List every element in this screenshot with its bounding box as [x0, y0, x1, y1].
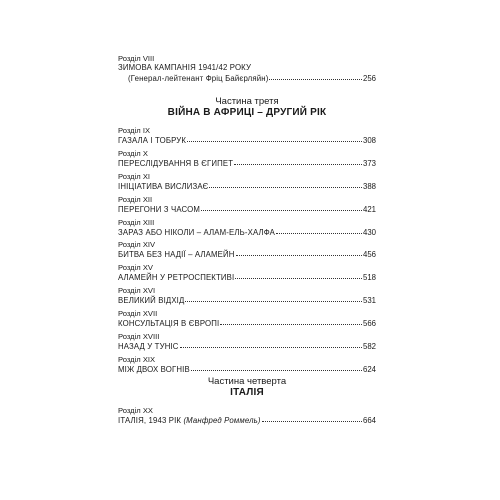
chapter-number: Розділ IX [118, 126, 151, 135]
chapter-title: ГАЗАЛА І ТОБРУК [118, 136, 187, 145]
entry-author-line [118, 73, 376, 84]
dot-leader [236, 248, 362, 256]
toc-entry [118, 240, 376, 260]
page-number: 256 [362, 74, 376, 83]
page-number: 582 [362, 342, 376, 351]
toc-entry-chapter-8 [118, 54, 376, 84]
entry-row [118, 135, 376, 146]
chapter-title: НАЗАД У ТУНІС [118, 342, 179, 351]
chapter-title-line [118, 416, 261, 426]
toc-entry [118, 195, 376, 215]
dot-leader [209, 180, 362, 188]
chapter-title: КОНСУЛЬТАЦІЯ В ЄВРОПІ [118, 319, 220, 328]
dot-leader [185, 294, 362, 302]
chapter-title: БИТВА БЕЗ НАДІЇ – АЛАМЕЙН [118, 250, 235, 259]
page-number: 531 [362, 296, 376, 305]
dot-leader [180, 340, 362, 348]
chapter-title: ЗАРАЗ АБО НІКОЛИ – АЛАМ-ЕЛЬ-ХАЛФА [118, 228, 275, 237]
chapter-title: ІНІЦІАТИВА ВИСЛИЗАЄ [118, 182, 209, 191]
toc-entry [118, 286, 376, 306]
dot-leader [276, 226, 362, 234]
part-label: Частина третя [215, 96, 279, 107]
dot-leader [187, 134, 362, 142]
chapter-number: Розділ XVII [118, 309, 158, 318]
chapter-number: Розділ XVIII [118, 332, 160, 341]
dot-leader [220, 317, 362, 325]
part-three-heading [118, 96, 376, 119]
page-number: 308 [362, 136, 376, 145]
toc-entry [118, 218, 376, 238]
chapter-number: Розділ XIII [118, 218, 155, 227]
page-number: 430 [362, 228, 376, 237]
dot-leader [191, 363, 362, 371]
toc-entry [118, 263, 376, 283]
chapter-title: АЛАМЕЙН У РЕТРОСПЕКТИВІ [118, 273, 235, 282]
chapter-author: (Манфред Роммель) [183, 416, 261, 425]
entry-row [118, 227, 376, 238]
entry-row [118, 295, 376, 306]
part-four-heading [118, 376, 376, 399]
dot-leader [262, 414, 362, 422]
dot-leader [269, 72, 362, 80]
chapter-number: Розділ XX [118, 406, 153, 415]
entry-row [118, 158, 376, 169]
entry-row [118, 341, 376, 352]
part-title: ВІЙНА В АФРИЦІ – ДРУГИЙ РІК [167, 107, 327, 118]
chapter-title: МІЖ ДВОХ ВОГНІВ [118, 365, 190, 374]
chapter-title: ВЕЛИКИЙ ВІДХІД [118, 296, 185, 305]
chapter-title: ЗИМОВА КАМПАНІЯ 1941/42 РОКУ [118, 63, 252, 72]
page-number: 664 [362, 416, 376, 425]
page-number: 388 [362, 182, 376, 191]
dot-leader [234, 157, 362, 165]
chapter-author: (Генерал-лейтенант Фріц Байєрляйн) [128, 74, 269, 83]
entry-row [118, 204, 376, 215]
chapter-number: Розділ XI [118, 172, 151, 181]
entry-row [118, 364, 376, 375]
part-title: ІТАЛІЯ [230, 387, 264, 398]
toc-entry-chapter-20 [118, 406, 376, 426]
chapter-title: ПЕРЕГОНИ З ЧАСОМ [118, 205, 200, 214]
toc-entry [118, 149, 376, 169]
chapter-number: Розділ VIII [118, 54, 155, 63]
toc-entry [118, 355, 376, 375]
entry-row [118, 318, 376, 329]
entry-row [118, 415, 376, 426]
part-label: Частина четверта [207, 376, 287, 387]
dot-leader [235, 271, 362, 279]
toc-entry [118, 172, 376, 192]
chapter-number: Розділ XV [118, 263, 153, 272]
page-number: 518 [362, 273, 376, 282]
entry-row [118, 249, 376, 260]
toc-entry [118, 332, 376, 352]
page-number: 566 [362, 319, 376, 328]
chapter-number: Розділ XIX [118, 355, 156, 364]
chapter-title: ІТАЛІЯ, 1943 РІК [118, 416, 182, 425]
page-number: 456 [362, 250, 376, 259]
page-number: 373 [362, 159, 376, 168]
entry-row [118, 181, 376, 192]
toc-entry [118, 126, 376, 146]
toc-entry [118, 309, 376, 329]
entry-row [118, 272, 376, 283]
chapter-number: Розділ XVI [118, 286, 156, 295]
chapter-title: ПЕРЕСЛІДУВАННЯ В ЄГИПЕТ [118, 159, 234, 168]
chapter-number: Розділ XII [118, 195, 153, 204]
page-number: 421 [362, 205, 376, 214]
chapter-number: Розділ XIV [118, 240, 156, 249]
dot-leader [201, 203, 362, 211]
chapter-number: Розділ X [118, 149, 148, 158]
page-number: 624 [362, 365, 376, 374]
